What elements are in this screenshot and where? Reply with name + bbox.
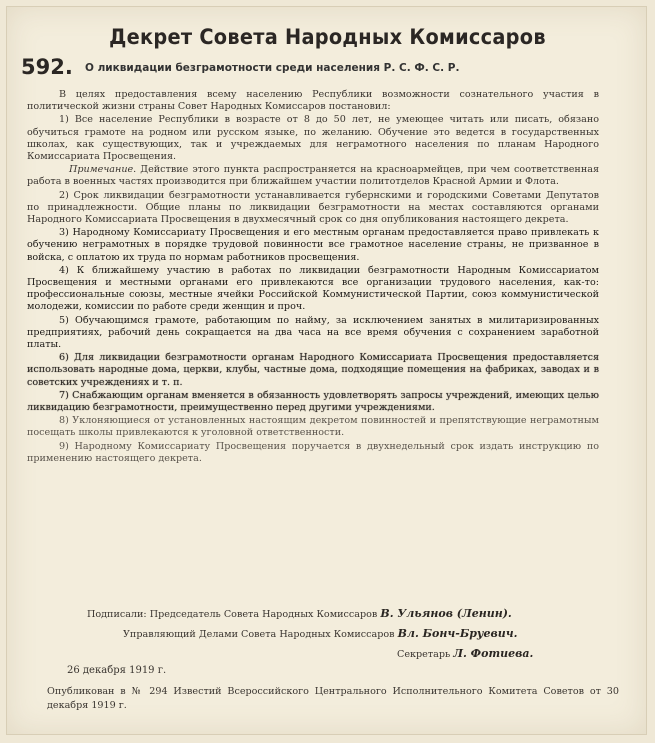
publication-note: Опубликован в № 294 Известий Всероссийского Центрального Исполнительного Комитета Советов от 30 декабря 1919 г. (47, 686, 619, 711)
paragraph-5: 5) Обучающимся грамоте, работающим по найму, за исключением занятых в милитаризированных предприятиях, рабочий день сокращается на два часа на все время обучения с сохранением заработной платы. (27, 314, 599, 351)
paragraph-note (27, 164, 599, 188)
signature-manager-name: Вл. Бонч-Бруевич. (397, 627, 518, 640)
document-page (6, 6, 647, 735)
paragraph-8: 8) Уклоняющиеся от установленных настоящим декретом повинностей и препятствующие неграмотным посещать школы привлекаются к уголовной ответственности. (27, 415, 599, 439)
signature-chairman-title: Подписали: Председатель Совета Народных Комиссаров (87, 609, 378, 620)
paragraph-preamble: В целях предоставления всему населению Республики возможности сознательного участия в политической жизни страны Совет Народных Комиссаров постановил: (27, 89, 599, 113)
paragraph-6: 6) Для ликвидации безграмотности органам Народного Комиссариата Просвещения предоставляется использовать народные дома, церкви, клубы, частные дома, подходящие помещения на фабриках, заводах и в советских учреждениях и т. п. (27, 352, 599, 388)
decree-heading: О ликвидации безграмотности среди населения Р. С. Ф. С. Р. (85, 62, 460, 74)
decree-body (27, 89, 599, 466)
signature-manager-title: Управляющий Делами Совета Народных Комиссаров (123, 629, 395, 640)
decree-date: 26 декабря 1919 г. (67, 665, 167, 676)
note-text: Действие этого пункта распространяется на красноармейцев, при чем соответственная работа в военных частях производится при ближайшем участии политотделов Красной Армии и Флота. (27, 164, 599, 188)
signature-chairman (87, 607, 512, 620)
paragraph-9: 9) Народному Комиссариату Просвещения поручается в двухнедельный срок издать инструкцию по применению настоящего декрета. (27, 440, 599, 464)
paragraph-2: 2) Срок ликвидации безграмотности устанавливается губернскими и городскими Советами Депутатов по принадлежности. Общие планы по ликвидации безграмотности на местах составляются органами Народного Комиссариата Просвещения в двухмесячный срок со дня опубликования настоящего декрета. (27, 189, 599, 226)
signature-secretary-name: Л. Фотиева. (453, 647, 534, 660)
decree-title: Декрет Совета Народных Комиссаров (109, 25, 546, 49)
paragraph-4: 4) К ближайшему участию в работах по ликвидации безграмотности Народным Комиссариатом Просвещения и местными органами его привлекаются все организации трудового населения, как-то: профессиональные союзы, местные ячейки Российской Коммунистической Партии, союз коммунистической молодежи, комиссии по работе среди женщин и проч. (27, 264, 599, 313)
paragraph-3: 3) Народному Комиссариату Просвещения и его местным органам предоставляется право привлекать к обучению неграмотных в порядке трудовой повинности все грамотное население страны, не призванное в войска, с оплатою их труда по нормам работников просвещения. (27, 227, 599, 263)
note-label: Примечание. (69, 164, 137, 176)
signature-secretary-title: Секретарь (397, 649, 451, 660)
decree-number: 592. (21, 55, 73, 79)
signature-manager (123, 627, 517, 640)
paragraph-1: 1) Все население Республики в возрасте от 8 до 50 лет, не умеющее читать или писать, обязано обучиться грамоте на родном или русском языке, по желанию. Обучение это ведется в государственных школах, как существующих, так и учреждаемых для неграмотного населения по планам Народного Комиссариата Просвещения. (27, 114, 599, 163)
signature-chairman-name: В. Ульянов (Ленин). (380, 607, 512, 620)
paragraph-7: 7) Снабжающим органам вменяется в обязанность удовлетворять запросы учреждений, имеющих целью ликвидацию безграмотности, преимущественно перед другими учреждениями. (27, 389, 599, 414)
signature-secretary (397, 647, 533, 660)
